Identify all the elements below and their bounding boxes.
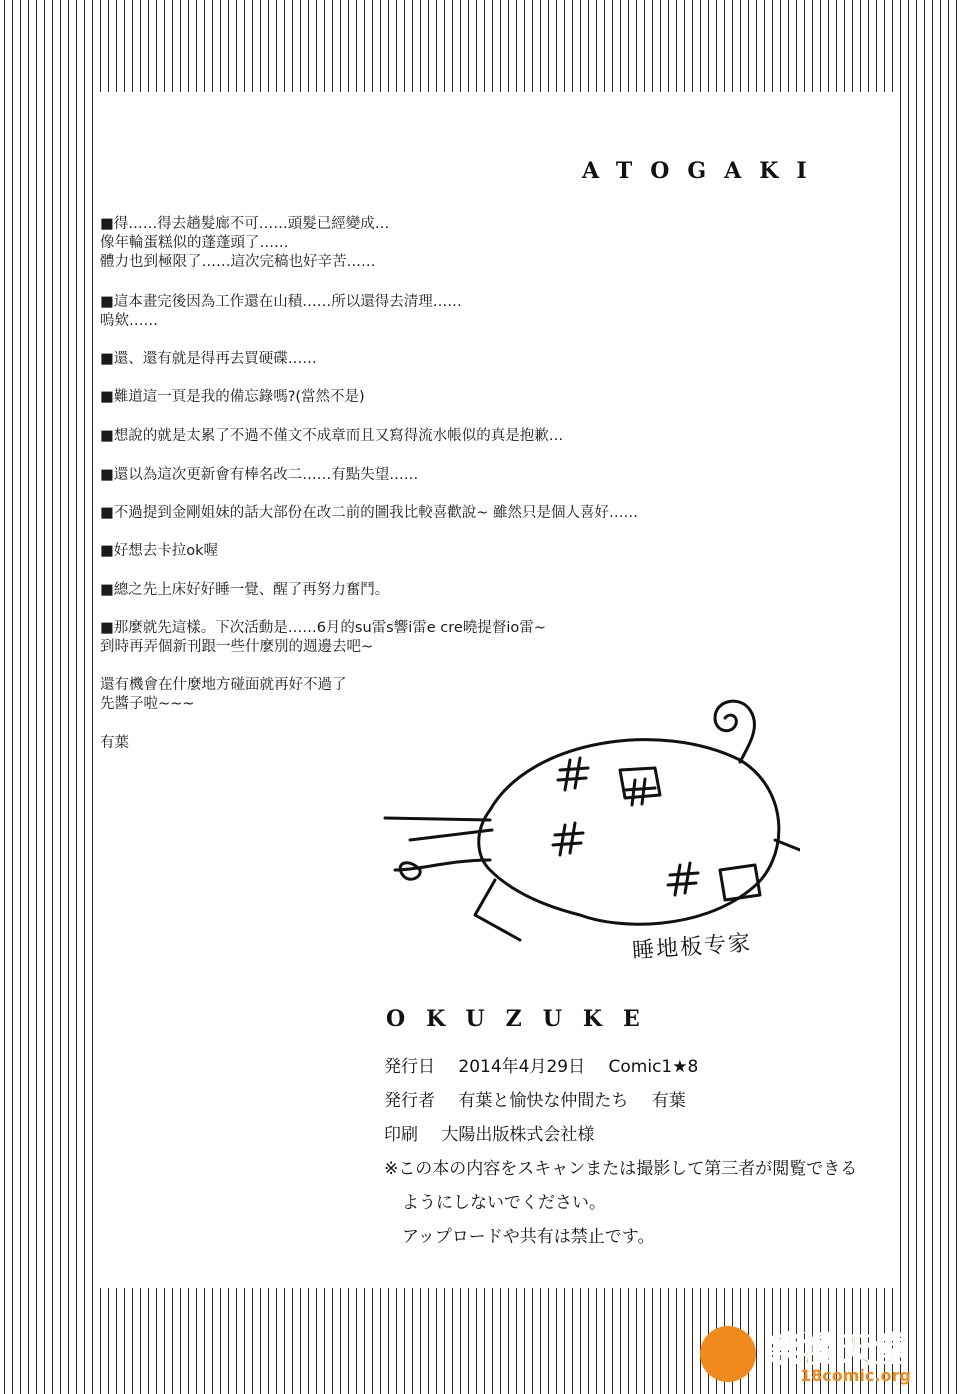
note-6: ■還以為這次更新會有棒名改二……有點失望…… [100,467,419,483]
patch-marks [553,758,760,900]
note-1: ■得……得去趟髮廊不可……頭髮已經變成… 像年輪蛋糕似的蓬蓬頭了…… 體力也到極限了……這次完稿也好辛苦…… [100,216,390,270]
mascot-icon [700,1326,756,1382]
print-value: 大陽出版株式会社様 [441,1125,595,1145]
note-9: ■總之先上床好好睡一覺、醒了再努力奮鬥。 [100,582,390,598]
note-10: ■那麼就先這樣。下次活動是……6月的su雷s響i雷e cre曉提督io雷~ 到時再弄個新刊跟一些什麼別的週邊去吧~ [100,620,546,655]
colophon-print-row [384,1118,904,1152]
okuzuke-heading: OKUZUKE [386,1006,661,1032]
note-2: ■這本畫完後因為工作還在山積……所以還得去清理…… 嗚欸…… [100,294,462,329]
date-label: 発行日 [384,1057,435,1077]
print-label: 印刷 [384,1125,418,1145]
publisher-name: 有葉 [651,1091,686,1111]
notice-line-3: アップロードや共有は禁止です。 [402,1227,655,1247]
notice-line-1: ※この本の内容をスキャンまたは撮影して第三者が閲覧できる [384,1159,858,1179]
note-5: ■想說的就是太累了不過不僅文不成章而且又寫得流水帳似的真是抱歉… [100,428,564,444]
cat-body-outline [479,740,779,925]
event-name: Comic1★8 [608,1057,699,1077]
watermark-text: 禁漫天堂 [766,1330,910,1370]
note-8: ■好想去卡拉ok喔 [100,543,218,559]
publisher-circle: 有葉と愉快な仲間たち [458,1091,629,1111]
author-signature: 有葉 [100,735,129,751]
publisher-label: 発行者 [384,1091,435,1111]
notice-line-2: ようにしないでください。 [402,1193,606,1213]
illustration-caption: 睡地板专家 [631,930,753,965]
colophon [384,1050,904,1254]
atogaki-heading: ATOGAKI [582,158,825,184]
watermark-logo [700,1318,940,1390]
note-3: ■還、還有就是得再去買硬碟…… [100,351,317,367]
watermark-url: 18comic.org [800,1366,911,1385]
colophon-date-row [384,1050,904,1084]
cat-leg-1 [385,818,490,820]
note-7: ■不過提到金剛姐妹的話大部份在改二前的圖我比較喜歡說~ 雖然只是個人喜好…… [100,505,638,521]
note-11: 還有機會在什麼地方碰面就再好不過了 先醬子啦~~~ [100,677,347,712]
date-value: 2014年4月29日 [458,1057,586,1077]
colophon-publisher-row [384,1084,904,1118]
note-4: ■難道這一頁是我的備忘錄嗎?(當然不是) [100,389,365,405]
